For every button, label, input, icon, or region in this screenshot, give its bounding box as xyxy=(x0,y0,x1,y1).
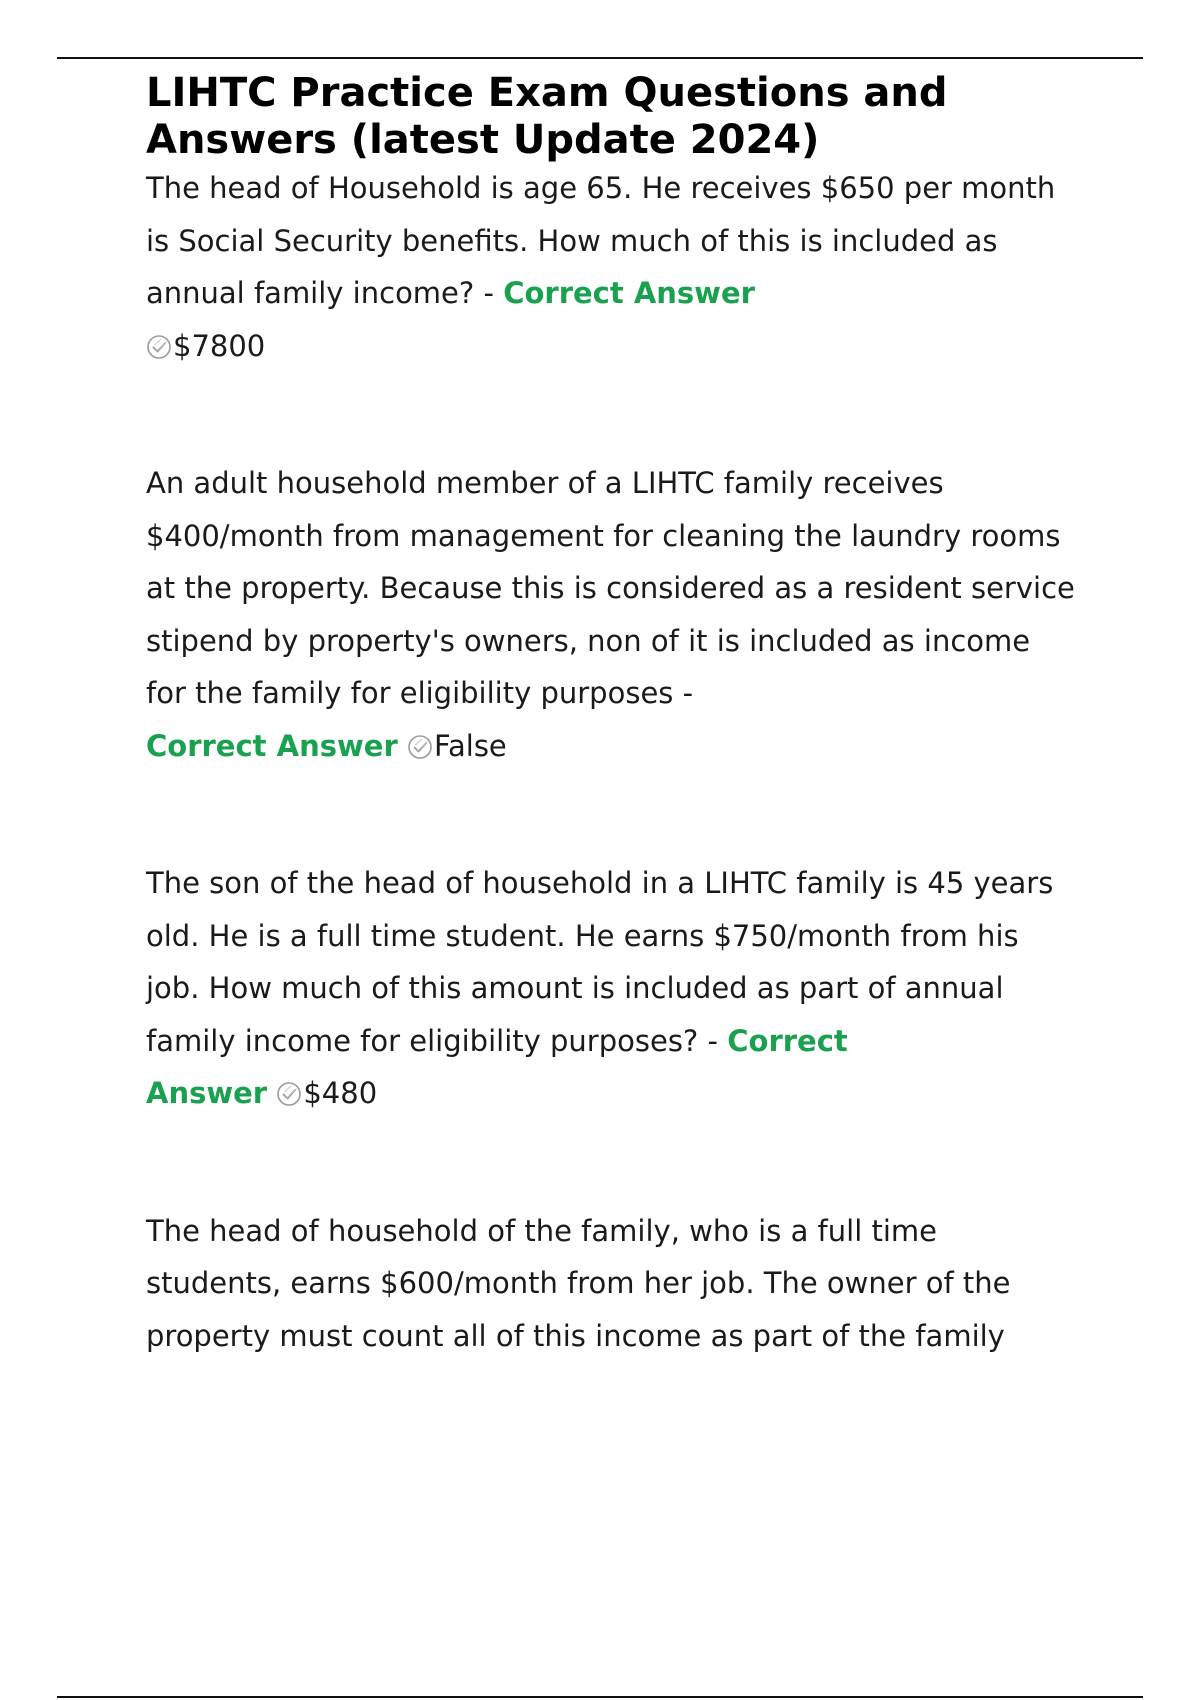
answer-text: False xyxy=(433,728,507,763)
check-circle-icon xyxy=(407,734,433,760)
correct-answer-label-part2: Answer xyxy=(146,1076,268,1110)
bottom-rule xyxy=(57,1696,1143,1698)
page-title: LIHTC Practice Exam Questions and Answers (latest Update 2024) xyxy=(146,70,948,163)
separator: - xyxy=(698,1023,728,1058)
qa-item-2 xyxy=(146,457,1076,772)
qa-item-1 xyxy=(146,162,1076,372)
answer-text: $7800 xyxy=(173,328,266,363)
question-text: An adult household member of a LIHTC family receives $400/month from management for cleaning the laundry rooms at the property. Because this is considered as a resident service stipend by property's owners, non of it is included as income for the family for eligibility purposes xyxy=(146,466,1075,710)
question-text: The head of household of the family, who is a full time students, earns $600/month from her job. The owner of the property must count all of this income as part of the family xyxy=(146,1213,1011,1353)
separator: - xyxy=(474,276,504,310)
correct-answer-label: Correct Answer xyxy=(503,276,755,310)
document-body xyxy=(146,70,1076,1362)
check-circle-icon xyxy=(276,1081,302,1107)
top-rule xyxy=(57,57,1143,59)
qa-item-4 xyxy=(146,1205,1076,1363)
qa-item-3 xyxy=(146,857,1076,1120)
question-text: The son of the head of household in a LIHTC family is 45 years old. He is a full time student. He earns $750/month from his job. How much of this amount is included as part of annual family income for eligibility purposes? xyxy=(146,866,1054,1058)
correct-answer-label: Correct Answer xyxy=(146,728,398,763)
correct-answer-label-part1: Correct xyxy=(727,1023,848,1058)
check-circle-icon xyxy=(146,334,172,360)
separator: - xyxy=(673,676,694,710)
question-text: The head of Household is age 65. He receives $650 per month is Social Security benefits. How much of this is included as annual family income? xyxy=(146,171,1056,310)
answer-text: $480 xyxy=(303,1076,378,1110)
